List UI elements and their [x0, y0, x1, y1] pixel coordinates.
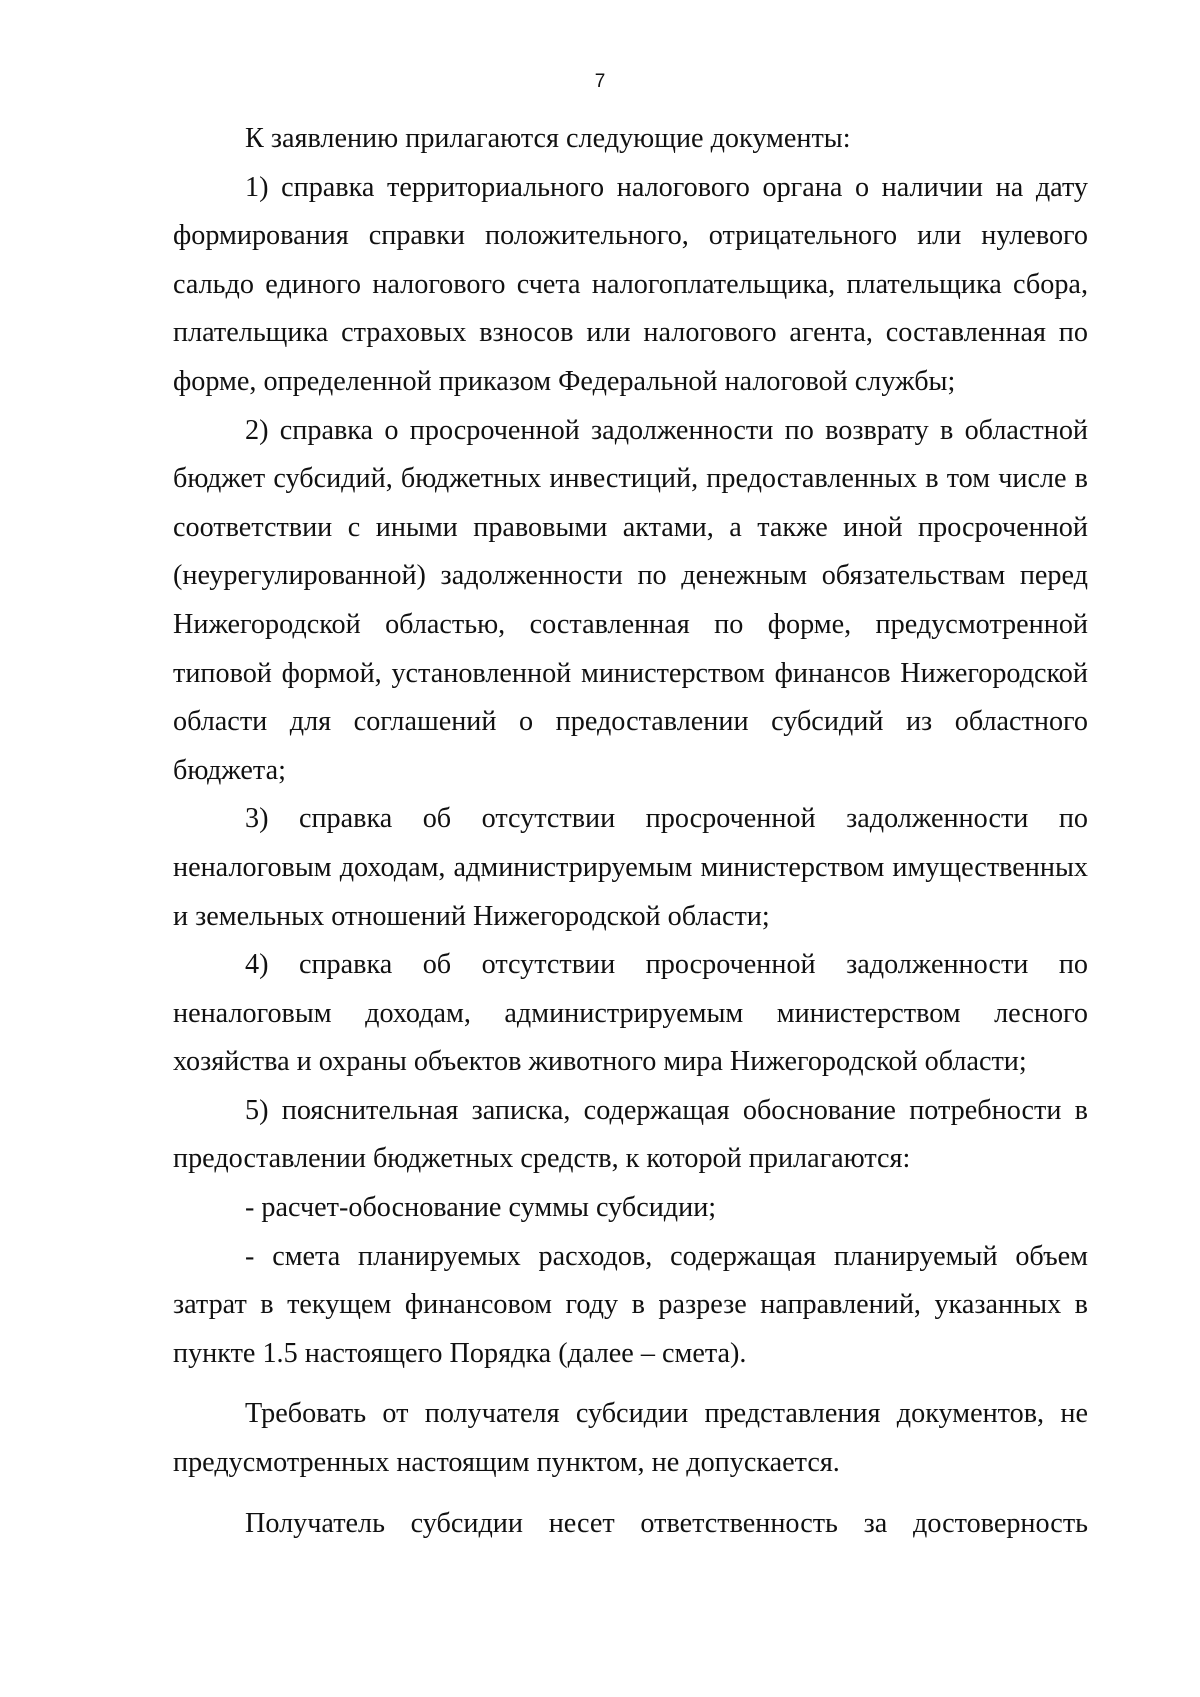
paragraph-responsibility: Получатель субсидии несет ответственность за достоверность — [245, 1507, 1088, 1539]
paragraph-item-4: 4) справка об отсутствии просроченной задолженности по неналоговым доходам, администрируемым министерством лесного хозяйства и охраны объектов животного мира Нижегородской области; — [173, 949, 1088, 1078]
paragraph-sub-calculation: - расчет-обоснование суммы субсидии; — [245, 1192, 717, 1224]
paragraph-item-3: 3) справка об отсутствии просроченной задолженности по неналоговым доходам, администрируемым министерством имущественных и земельных отношений Нижегородской области; — [173, 803, 1088, 932]
paragraph-intro: К заявлению прилагаются следующие документы: — [245, 123, 851, 154]
paragraph-item-2: 2) справка о просроченной задолженности по возврату в областной бюджет субсидий, бюджетных инвестиций, предоставленных в том числе в соответствии с иными правовыми актами, а также иной просроченной (неурегулированной) задолженности по денежным обязательствам перед Нижегородской областью, составленная по форме, предусмотренной типовой формой, установленной министерством финансов Нижегородской области для соглашений о предоставлении субсидий из областного бюджета; — [173, 414, 1088, 786]
paragraph-sub-estimate: - смета планируемых расходов, содержащая планируемый объем затрат в текущем финансовом году в разрезе направлений, указанных в пункте 1.5 настоящего Порядка (далее – смета). — [173, 1240, 1088, 1369]
paragraph-prohibition: Требовать от получателя субсидии представления документов, не предусмотренных настоящим пунктом, не допускается. — [173, 1398, 1088, 1479]
page-number: 7 — [594, 71, 606, 92]
paragraph-item-1: 1) справка территориального налогового органа о наличии на дату формирования справки положительного, отрицательного или нулевого сальдо единого налогового счета налогоплательщика, плательщика сбора, плательщика страховых взносов или налогового агента, составленная по форме, определенной приказом Федеральной налоговой службы; — [173, 171, 1088, 397]
document-body — [173, 115, 1088, 1548]
paragraph-item-5: 5) пояснительная записка, содержащая обоснование потребности в предоставлении бюджетных средств, к которой прилагаются: — [173, 1094, 1088, 1175]
